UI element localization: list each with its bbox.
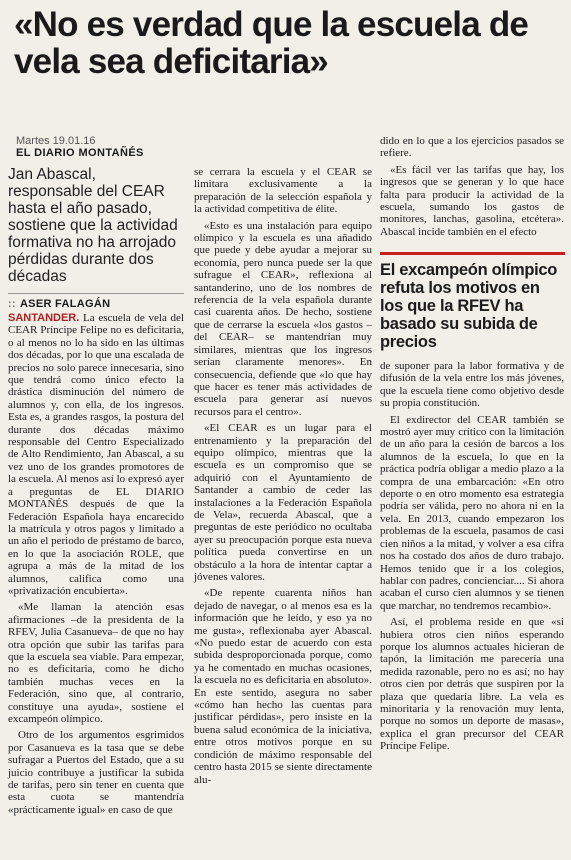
body-text: La escuela de vela del CEAR Príncipe Felipe no es deficitaria, o al menos no lo ha sido en las últimas dos décadas, por lo que una escalada de precios no solo parece innecesaria, sino que tendrá como único efecto la drástica disminución del número de alumnos y, con ella, de los ingresos. Esta es, a grandes rasgos, la postura del durante dos décadas máximo responsable del Centro Especializado de Alto Rendimiento, Jan Abascal, a su vez uno de los grandes promotores de la escuela. Al menos así lo expresó ayer a preguntas de EL DIARIO MONTAÑÉS después de que la Federación Española haya encarecido la matrícula y otros pagos y limitado a un año el periodo de préstamo de barco, en lo que la asociación ROLE, que agrupa a más de la mitad de los alumnos, califica como una «privatización encubierta». — [8, 312, 184, 597]
column-1 — [8, 166, 184, 820]
body-paragraph: «El CEAR es un lugar para el entrenamiento y la preparación del equipo olímpico, mientras que la escuela es un compromiso que se adquirió con el Ayuntamiento de Santander a cambio de ceder las instalaciones a la Federación Española de Vela», recuerda Abascal, que a preguntas de este periódico no ocultaba ayer su preocupación porque esta nueva política pueda convertirse en un obstáculo a la hora de intentar captar a jóvenes valores. — [194, 422, 372, 583]
body-paragraph: Así, el problema reside en que «si hubiera otros cien niños esperando porque los alumnos actuales hicieran de tapón, la limitación me parecería una medida razonable, pero no es así; no hay otros cien por detrás que suspiren por la plaza que quedaría libre. La vela es minoritaria y la renovación muy lenta, porque no somos un deporte de masas», explica el gran precursor del CEAR Príncipe Felipe. — [380, 616, 564, 753]
dateline-city: SANTANDER. — [8, 312, 80, 324]
body-paragraph: Otro de los argumentos esgrimidos por Casanueva es la tasa que se debe sufragar a Puertos del Estado, que a su juicio contribuye a justificar la subida de tarifas, pero sin tener en cuenta que esta cuota se mantendría «prácticamente igual» en caso de que — [8, 729, 184, 816]
body-paragraph: dido en lo que a los ejercicios pasados se refiere. — [380, 135, 564, 160]
headline: «No es verdad que la escuela de vela sea deficitaria» — [14, 5, 529, 81]
body-paragraph: se cerrara la escuela y el CEAR se limitara exclusivamente a la preparación de la selección española y la actividad competitiva de élite. — [194, 166, 372, 216]
author-name: ASER FALAGÁN — [19, 298, 111, 310]
publication-meta — [16, 135, 144, 160]
body-paragraph: «Me llaman la atención esas afirmaciones –de la presidenta de la RFEV, Julia Casanueva– de que no hay otra opción que subir las tarifas para que la escuela sea viable. Para empezar, no es deficitaria, como he dicho también muchas veces en la Federación, sino que, al contrario, constituye una ayuda», sostiene el excampeón olímpico. — [8, 601, 184, 725]
publication-date: Martes 19.01.16 — [16, 135, 96, 147]
subheadline: El excampeón olímpico refuta los motivos en los que la RFEV ha basado su subida de precios — [380, 261, 558, 351]
lead-paragraph: Jan Abascal, responsable del CEAR hasta el año pasado, sostiene que la actividad formativa no ha arrojado pérdidas durante dos décadas — [8, 166, 178, 285]
body-paragraph — [8, 312, 184, 597]
author-byline — [8, 293, 184, 310]
newspaper-name: EL DIARIO MONTAÑÉS — [16, 147, 144, 159]
column-3-bottom — [380, 360, 564, 757]
column-2 — [194, 166, 372, 790]
body-paragraph: «Esto es una instalación para equipo olímpico y la escuela es una añadido que puede y debe ayudar a mejorar su economía, pero nunca puede ser la que sufrague el CEAR», reflexiona al santanderino, uno de los nombres de referencia de la vela española durante casi cuarenta años. De hecho, sostiene que de cerrarse la escuela «los gastos –del CEAR– se mantendrían muy similares, mientras que los ingresos serían claramente menores». En consecuencia, defiende que «lo que hay que hacer es tener más actividades de escuela para generar así nuevos recursos para el centro». — [194, 219, 372, 418]
body-paragraph: de suponer para la labor formativa y de difusión de la vela entre los más jóvenes, que la escuela tiene como objetivo desde su propia constitución. — [380, 360, 564, 410]
body-paragraph: «De repente cuarenta niños han dejado de navegar, o al menos esa es la información que he leído, y eso ya no me gusta», reflexionaba ayer Abascal. «No puedo estar de acuerdo con esta subida desproporcionada porque, como ya he comentado en muchas ocasiones, la escuela no es deficitaria en absoluto». En este sentido, asegura no saber «cómo han hecho las cuentas para justificar pérdidas», pero insiste en la buena salud económica de la iniciativa, entre otros motivos porque en su condición de máximo responsable del centro hasta 2015 se siente directamente alu- — [194, 587, 372, 786]
subheadline-rule — [380, 252, 565, 255]
byline-marker-icon: :: — [8, 298, 16, 310]
body-paragraph: «Es fácil ver las tarifas que hay, los ingresos que se generan y lo que hace falta para producir la actividad de la escuela, sumando los gastos de monitores, lanchas, gasolina, etcétera». Abascal incide también en el efecto — [380, 163, 564, 238]
subheadline-box — [380, 252, 566, 351]
column-3-top — [380, 135, 564, 242]
body-paragraph: El exdirector del CEAR también se mostró ayer muy crítico con la limitación de un año para la cesión de barcos a los alumnos de la escuela, lo que en la práctica podría obligar a medio plazo a la compra de una embarcación: «En otro deporte o en otro momento esa estrategia podría ser válida, pero no ahora ni en la vela. En 2013, cuando empezaron los problemas de la escuela, pasamos de casi cien niños a la mitad, y volver a esa cifra nos ha costado dos años de duro trabajo. Hemos tenido que ir a los colegios, hablar con padres, concienciar.... Si ahora acaban el curso cien alumnos y se tienen que marchar, no tendremos recambio». — [380, 413, 564, 612]
